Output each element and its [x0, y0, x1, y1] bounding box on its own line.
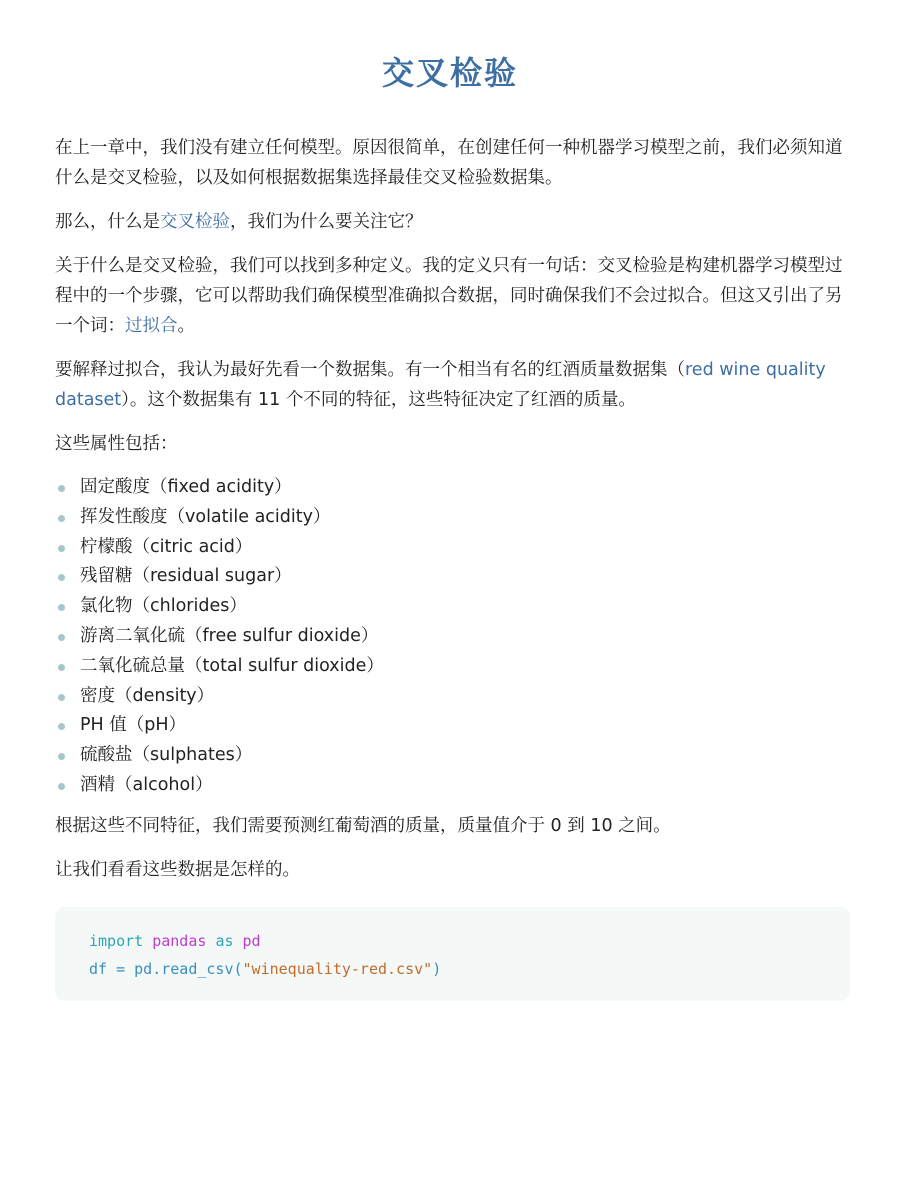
look-at-data-paragraph: 让我们看看这些数据是怎样的。 — [55, 859, 300, 880]
code-close-paren: ) — [432, 959, 442, 978]
list-item-label: 挥发性酸度（volatile acidity） — [80, 506, 331, 527]
list-item — [55, 711, 850, 741]
dataset-paragraph — [55, 355, 850, 415]
bullet-icon — [58, 723, 65, 730]
list-item-label: 二氧化硫总量（total sulfur dioxide） — [80, 655, 384, 676]
page-title: 交叉检验 — [381, 54, 518, 92]
red-wine-dataset-link[interactable]: red wine quality dataset — [55, 360, 826, 410]
list-item — [55, 562, 850, 592]
attributes-intro: 这些属性包括： — [55, 434, 178, 454]
overfitting-link[interactable]: 过拟合 — [125, 316, 178, 336]
bullet-icon — [58, 753, 65, 760]
list-item-label: 密度（density） — [80, 685, 215, 706]
list-item — [55, 682, 850, 712]
list-item-label: 氯化物（chlorides） — [80, 596, 247, 617]
list-item — [55, 652, 850, 682]
list-item — [55, 622, 850, 652]
list-item — [55, 741, 850, 771]
prediction-paragraph: 根据这些不同特征，我们需要预测红葡萄酒的质量，质量值介于 0 到 10 之间。 — [55, 815, 671, 836]
article-body — [55, 133, 850, 1001]
question-paragraph — [55, 207, 850, 237]
definition-end: 。 — [177, 316, 195, 336]
list-item-label: 硫酸盐（sulphates） — [80, 745, 253, 766]
code-line-2 — [89, 955, 850, 983]
list-item — [55, 533, 850, 563]
bullet-icon — [58, 485, 65, 492]
bullet-icon — [58, 545, 65, 552]
attribute-list — [55, 473, 850, 801]
bullet-icon — [58, 574, 65, 581]
code-assignment: df = pd.read_csv( — [89, 959, 243, 978]
dataset-suffix: ）。这个数据集有 11 个不同的特征，这些特征决定了红酒的质量。 — [121, 390, 636, 410]
question-prefix: 那么，什么是 — [55, 212, 160, 232]
list-item — [55, 592, 850, 622]
code-line-1 — [89, 927, 850, 955]
bullet-icon — [58, 634, 65, 641]
code-alias: pd — [242, 931, 261, 950]
list-item — [55, 473, 850, 503]
question-suffix: ，我们为什么要关注它？ — [230, 212, 423, 232]
bullet-icon — [58, 604, 65, 611]
definition-text: 关于什么是交叉检验，我们可以找到多种定义。我的定义只有一句话：交叉检验是构建机器学习模型过程中的一个步骤，它可以帮助我们确保模型准确拟合数据，同时确保我们不会过拟合。但这又引出了另一个词： — [55, 256, 843, 336]
code-module-name: pandas — [152, 931, 207, 950]
bullet-icon — [58, 664, 65, 671]
list-item-label: PH 值（pH） — [80, 715, 187, 736]
bullet-icon — [58, 694, 65, 701]
code-keyword-import: import — [89, 931, 144, 950]
cross-validation-link[interactable]: 交叉检验 — [160, 212, 230, 232]
code-string-arg: "winequality-red.csv" — [242, 959, 433, 978]
bullet-icon — [58, 515, 65, 522]
bullet-icon — [58, 783, 65, 790]
list-item — [55, 771, 850, 801]
code-keyword-as: as — [215, 931, 234, 950]
definition-paragraph — [55, 251, 850, 341]
list-item-label: 柠檬酸（citric acid） — [80, 536, 253, 557]
list-item — [55, 503, 850, 533]
code-block[interactable] — [55, 907, 850, 1001]
list-item-label: 游离二氧化硫（free sulfur dioxide） — [80, 625, 379, 646]
dataset-prefix: 要解释过拟合，我认为最好先看一个数据集。有一个相当有名的红酒质量数据集（ — [55, 360, 685, 380]
list-item-label: 酒精（alcohol） — [80, 774, 213, 795]
intro-paragraph: 在上一章中，我们没有建立任何模型。原因很简单，在创建任何一种机器学习模型之前，我们必须知道什么是交叉检验，以及如何根据数据集选择最佳交叉检验数据集。 — [55, 138, 843, 188]
list-item-label: 固定酸度（fixed acidity） — [80, 477, 292, 497]
list-item-label: 残留糖（residual sugar） — [80, 566, 292, 587]
